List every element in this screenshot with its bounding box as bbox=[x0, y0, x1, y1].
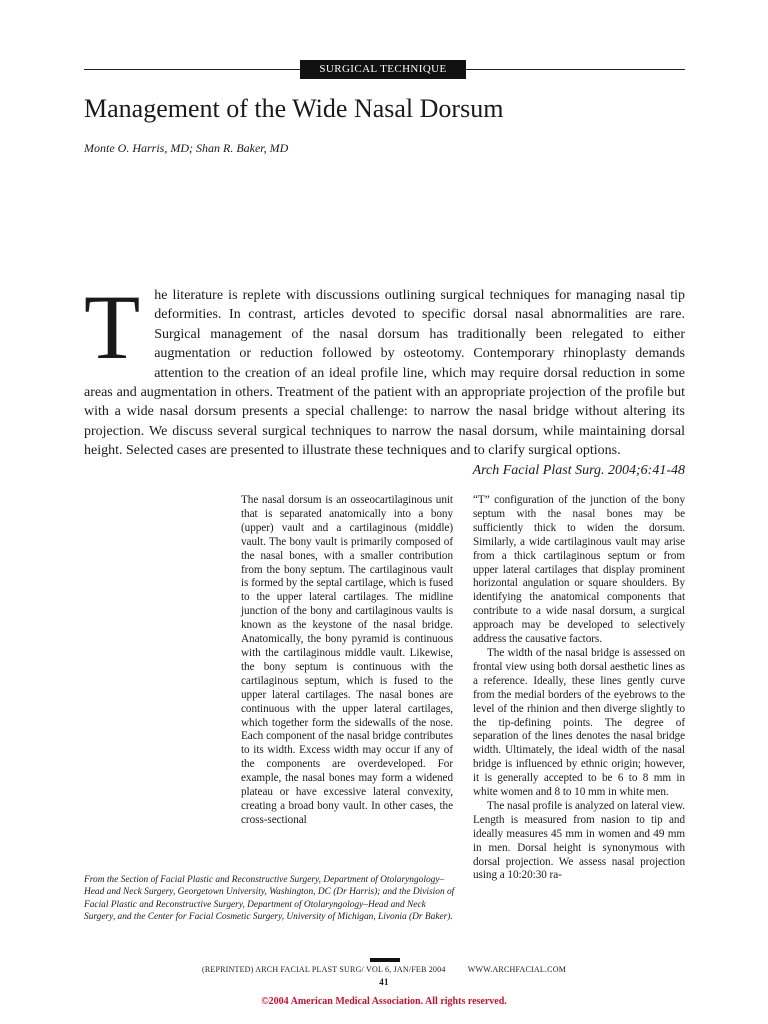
footer-journal: (REPRINTED) ARCH FACIAL PLAST SURG/ VOL 6, JAN/FEB 2004 bbox=[201, 965, 446, 974]
body-paragraph: The nasal dorsum is an osseocartilaginous unit that is separated anatomically into a bony (upper) vault and a cartilaginous (middle) vault. The bony vault is primarily composed of the nasal bones, with a smaller contribution from the bony septum. The cartilaginous vault is formed by the septal cartilage, which is fused to the upper lateral cartilages. The midline junction of the bony and cartilaginous vaults is known as the keystone of the nasal bridge. Anatomically, the bony pyramid is continuous with the cartilaginous middle vault. Likewise, the bony septum is continuous with the cartilaginous septum, which is fused to the upper lateral cartilages. The nasal bones are continuous with the upper lateral cartilages, which together form the sidewalls of the nose. Each component of the nasal bridge contributes to its width. Excess width may occur if any of the components are overdeveloped. For example, the nasal bones may form a widened plateau or have excessive lateral convexity, creating a broad bony vault. In other cases, the cross-sectional bbox=[241, 494, 453, 826]
body-column-2 bbox=[473, 494, 685, 883]
page-number: 41 bbox=[379, 977, 389, 987]
article-title: Management of the Wide Nasal Dorsum bbox=[84, 94, 504, 123]
affiliation-note: From the Section of Facial Plastic and Reconstructive Surgery, Department of Otolaryngology–Head and Neck Surgery, Georgetown University, Washington, DC (Dr Harris); and the Division of Facial Plastic and Reconstructive Surgery, Department of Otolaryngology–Head and Neck Surgery, and the Center for Facial Cosmetic Surgery, University of Michigan, Livonia (Dr Baker). bbox=[84, 875, 455, 922]
footer-website[interactable]: WWW.ARCHFACIAL.COM bbox=[467, 965, 567, 974]
body-paragraph: The nasal profile is analyzed on lateral view. Length is measured from nasion to tip and ideally measures 45 mm in women and 49 mm in men. Dorsal height is synonymous with dorsal projection. We assess nasal projection using a 10:20:30 ra- bbox=[473, 799, 685, 882]
copyright-notice: ©2004 American Medical Association. All rights reserved. bbox=[261, 996, 507, 1007]
citation: Arch Facial Plast Surg. 2004;6:41-48 bbox=[472, 462, 685, 478]
author-list: Monte O. Harris, MD; Shan R. Baker, MD bbox=[84, 141, 289, 155]
body-column-1 bbox=[241, 494, 453, 828]
abstract bbox=[84, 276, 685, 480]
abstract-text: he literature is replete with discussions outlining surgical techniques for managing nasal tip deformities. In contrast, articles devoted to specific dorsal nasal abnormalities are rare. Surgical management of the nasal dorsum has traditionally been relegated to either augmentation or reduction followed by osteotomy. Contemporary rhinoplasty demands attention to the creation of an ideal profile line, which may require dorsal reduction in some areas and augmentation in others. Treatment of the patient with an appropriate projection of the profile but with a wide nasal dorsum presents a special challenge: to narrow the nasal bridge without altering its projection. We discuss several surgical techniques to narrow the nasal dorsum, while maintaining dorsal height. Selected cases are presented to illustrate these techniques and to clarify surgical options. bbox=[84, 288, 685, 459]
body-paragraph: “T” configuration of the junction of the bony septum with the nasal bones may be sufficiently thick to widen the dorsum. Similarly, a wide cartilaginous vault may arise from a thick cartilaginous septum or from upper lateral cartilages that display prominent horizontal angulation or square shoulders. By identifying the anatomical components that contribute to a wide nasal dorsum, a surgical approach may be developed to selectively address the causative factors. bbox=[473, 494, 685, 646]
footer-line bbox=[0, 965, 768, 974]
body-paragraph: The width of the nasal bridge is assessed on frontal view using both dorsal aesthetic lines as a reference. Ideally, these lines gently curve from the medial borders of the eyebrows to the level of the rhinion and then diverge slightly to the tip-defining points. The degree of separation of the lines denotes the nasal bridge width. Ultimately, the ideal width of the nasal bridge is influenced by ethnic origin; however, it is generally accepted to be 6 to 8 mm in white women and 8 to 10 mm in white men. bbox=[473, 646, 685, 799]
drop-cap: T bbox=[84, 276, 141, 378]
section-label: SURGICAL TECHNIQUE bbox=[300, 60, 466, 79]
footer-notch bbox=[370, 958, 400, 962]
